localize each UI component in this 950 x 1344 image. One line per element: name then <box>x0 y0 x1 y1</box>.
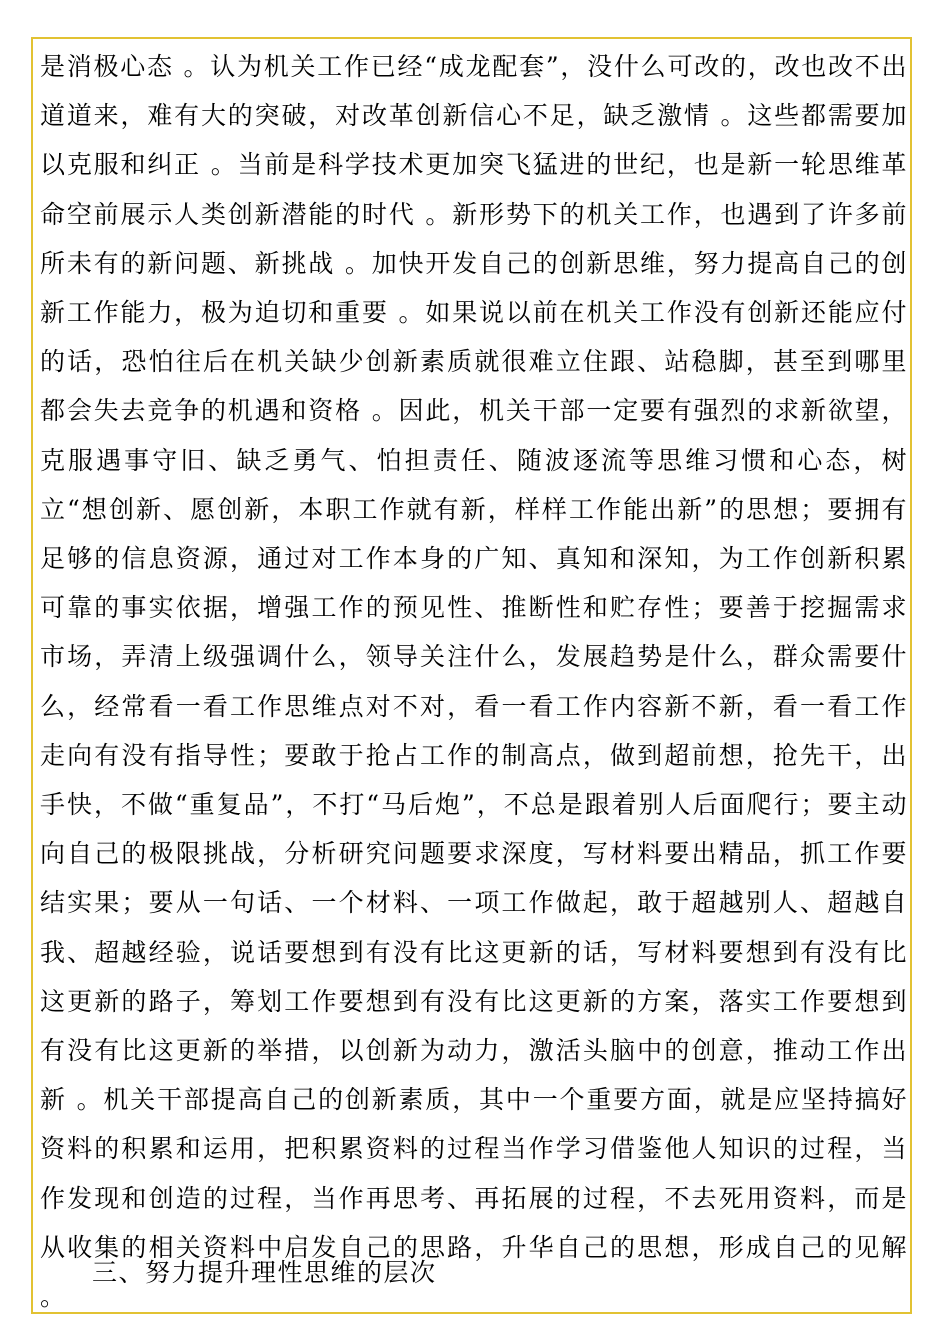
body-paragraph: 是消极心态 。认为机关工作已经“成龙配套”，没什么可改的，改也改不出道道来，难有大的突破，对改革创新信心不足，缺乏激情 。这些都需要加以克服和纠正 。当前是科学技术更加突飞猛进的世纪，也是新一轮思维革命空前展示人类创新潜能的时代 。新形势下的机关工作，也遇到了许多前所未有的新问题、新挑战 。加快开发自己的创新思维，努力提高自己的创新工作能力，极为迫切和重要 。如果说以前在机关工作没有创新还能应付的话，恐怕往后在机关缺少创新素质就很难立住跟、站稳脚，甚至到哪里都会失去竞争的机遇和资格 。因此，机关干部一定要有强烈的求新欲望，克服遇事守旧、缺乏勇气、怕担责任、随波逐流等思维习惯和心态，树立“想创新、愿创新，本职工作就有新，样样工作能出新”的思想；要拥有足够的信息资源，通过对工作本身的广知、真知和深知，为工作创新积累可靠的事实依据，增强工作的预见性、推断性和贮存性；要善于挖掘需求市场，弄清上级强调什么，领导关注什么，发展趋势是什么，群众需要什么，经常看一看工作思维点对不对，看一看工作内容新不新，看一看工作走向有没有指导性；要敢于抢占工作的制高点，做到超前想，抢先干，出手快，不做“重复品”，不打“马后炮”，不总是跟着别人后面爬行；要主动向自己的极限挑战，分析研究问题要求深度，写材料要出精品，抓工作要结实果；要从一句话、一个材料、一项工作做起，敢于超越别人、超越自我、超越经验，说话要想到有没有比这更新的话，写材料要想到有没有比这更新的路子，筹划工作要想到有没有比这更新的方案，落实工作要想到有没有比这更新的举措，以创新为动力，激活头脑中的创意，推动工作出新 。机关干部提高自己的创新素质，其中一个重要方面，就是应坚持搞好资料的积累和运用，把积累资料的过程当作学习借鉴他人知识的过程，当作发现和创造的过程，当作再思考、再拓展的过程，不去死用资料，而是从收集的相关资料中启发自己的思路，升华自己的思想，形成自己的见解 。 <box>40 52 908 1312</box>
section-heading: 三、努力提升理性思维的层次 <box>92 1258 437 1287</box>
